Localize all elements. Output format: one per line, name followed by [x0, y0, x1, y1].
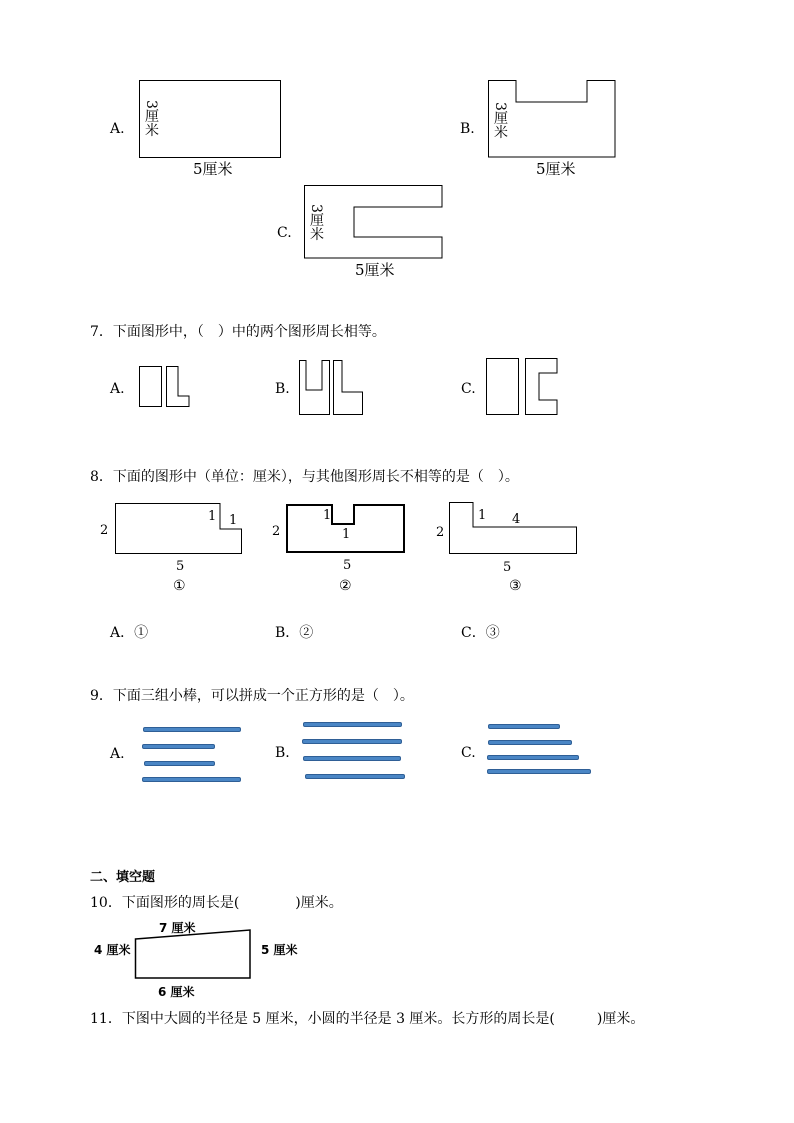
q9-a-stick-4: [142, 777, 241, 782]
q7-option-c-label: C.: [461, 381, 476, 397]
q8-f1-top1-label: 1: [208, 509, 217, 524]
q6-b-height-label: 3厘米: [492, 102, 508, 139]
q8-f2-left-label: 2: [272, 524, 281, 539]
q8-f3-top1-label: 1: [478, 508, 487, 523]
q7-stem: 7．下面图形中，（ ）中的两个图形周长相等。: [90, 324, 386, 340]
q8-figure-1: [115, 503, 243, 555]
q8-stem: 8．下面的图形中（单位：厘米），与其他图形周长不相等的是（ ）。: [90, 469, 519, 485]
q6-a-width-label: 5厘米: [193, 160, 233, 178]
q6-option-b-label: B.: [460, 121, 475, 137]
q9-c-stick-2: [488, 740, 572, 745]
q8-f3-top2-label: 4: [512, 512, 521, 527]
q9-c-stick-4: [487, 769, 591, 774]
q8-f1-left-label: 2: [100, 523, 109, 538]
q8-f2-notch-bottom-label: 1: [342, 527, 351, 542]
q9-stem: 9．下面三组小棒，可以拼成一个正方形的是（ ）。: [90, 688, 414, 704]
q10-left-label: 4 厘米: [94, 943, 131, 957]
q8-f2-bottom-label: 5: [343, 558, 352, 573]
q9-b-stick-4: [305, 774, 405, 779]
q9-c-stick-3: [487, 755, 579, 760]
q8-f2-notch-top-label: 1: [323, 508, 332, 523]
q9-b-stick-1: [303, 722, 402, 727]
q8-f1-id: ①: [173, 578, 186, 594]
q6-c-width-label: 5厘米: [355, 261, 395, 279]
q10-top-label: 7 厘米: [159, 921, 196, 935]
q9-b-stick-3: [303, 756, 401, 761]
q8-f3-id: ③: [509, 578, 522, 594]
q10-bottom-label: 6 厘米: [158, 985, 195, 999]
q7-figure-a: [139, 366, 194, 408]
q8-option-b[interactable]: B．②: [275, 625, 314, 641]
q6-option-a-label: A.: [110, 121, 125, 137]
q9-c-stick-1: [488, 724, 560, 729]
q9-option-c-label: C.: [461, 745, 476, 761]
q10-stem: 10．下面图形的周长是( )厘米。: [90, 895, 343, 911]
q6-figure-a: [139, 80, 281, 158]
q9-a-stick-3: [144, 761, 215, 766]
q6-option-c-label: C.: [277, 225, 292, 241]
q6-b-width-label: 5厘米: [536, 160, 576, 178]
q9-option-a-label: A.: [110, 746, 125, 762]
q11-stem: 11．下图中大圆的半径是 5 厘米，小圆的半径是 3 厘米。长方形的周长是( )厘米。: [90, 1011, 645, 1027]
q7-option-a-label: A.: [110, 381, 125, 397]
q6-a-height-label: 3厘米: [143, 100, 159, 137]
q10-figure: [134, 929, 252, 979]
q9-a-stick-2: [142, 744, 215, 749]
q8-f3-bottom-label: 5: [503, 560, 512, 575]
q7-figure-c: [486, 358, 562, 416]
section-2-title: 二、填空题: [90, 870, 156, 885]
q7-option-b-label: B.: [275, 381, 290, 397]
q8-f2-id: ②: [339, 578, 352, 594]
q8-f1-top2-label: 1: [229, 513, 238, 528]
q8-option-a[interactable]: A．①: [110, 625, 149, 641]
q8-option-c[interactable]: C．③: [461, 625, 500, 641]
q6-c-height-label: 3厘米: [308, 204, 324, 241]
q9-option-b-label: B.: [275, 745, 290, 761]
q8-f3-left-label: 2: [436, 525, 445, 540]
q10-right-label: 5 厘米: [261, 943, 298, 957]
q7-figure-b: [299, 360, 365, 416]
q8-f1-bottom-label: 5: [176, 559, 185, 574]
q9-b-stick-2: [302, 739, 402, 744]
q6-figure-c: [304, 185, 444, 259]
q9-a-stick-1: [143, 727, 241, 732]
q8-figure-3: [449, 502, 579, 555]
